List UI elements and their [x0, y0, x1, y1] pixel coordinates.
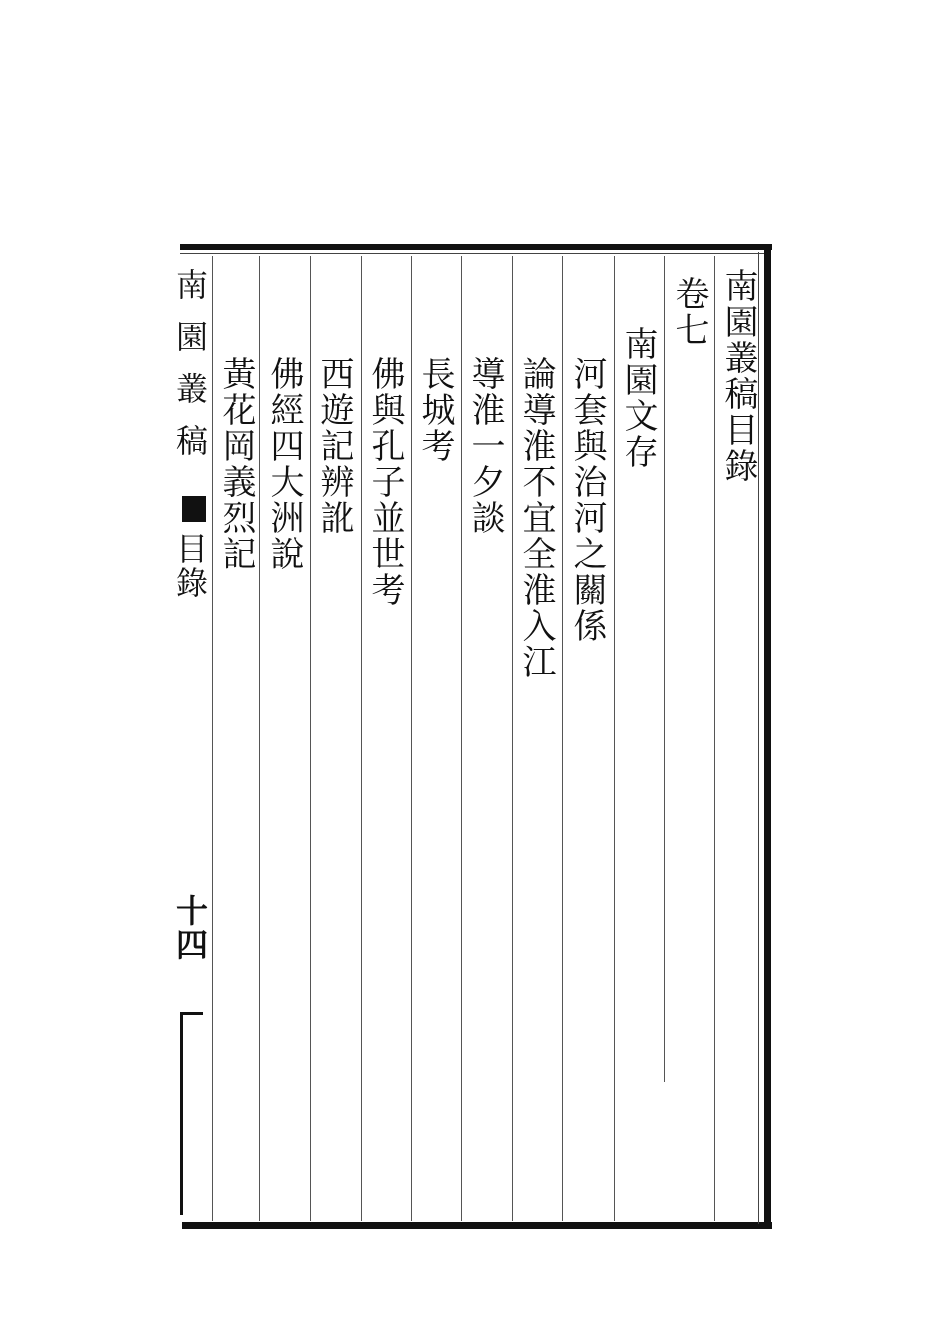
column-rule: [310, 256, 311, 1221]
column-rule: [461, 256, 462, 1221]
margin-label: 目錄: [171, 532, 209, 600]
section-heading: 南園文存: [618, 326, 658, 470]
column-rule: [512, 256, 513, 1221]
toc-entry: 導淮一夕談: [465, 356, 505, 536]
margin-corner-mark: [180, 1012, 203, 1215]
frame-top-inner-border: [180, 253, 766, 254]
column-rule: [614, 256, 615, 1221]
toc-title: 南園叢稿目錄: [718, 268, 758, 484]
column-rule: [714, 256, 715, 1221]
column-rule: [212, 256, 213, 1221]
toc-entry: 論導淮不宜全淮入江: [516, 356, 556, 680]
toc-entry: 黃花岡義烈記: [216, 356, 256, 572]
column-rule: [361, 256, 362, 1221]
toc-entry: 長城考: [415, 356, 455, 464]
toc-entry: 西遊記辨訛: [314, 356, 354, 536]
column-rule: [411, 256, 412, 1221]
toc-entry: 佛與孔子並世考: [365, 356, 405, 608]
toc-entry: 佛經四大洲說: [264, 356, 304, 572]
column-rule: [664, 256, 665, 1082]
toc-entry: 河套與治河之關係: [567, 356, 607, 644]
fish-tail-mark: [182, 496, 206, 522]
column-rule: [259, 256, 260, 1221]
frame-top-border: [180, 244, 772, 250]
column-rule: [562, 256, 563, 1221]
volume-heading: 卷七: [669, 276, 709, 348]
margin-book-name: 南園叢稿: [171, 268, 209, 476]
frame-right-border: [764, 244, 771, 1229]
frame-right-inner-border: [758, 252, 759, 1224]
margin-page-number: 十四: [171, 894, 209, 962]
frame-bottom-border: [182, 1222, 772, 1229]
